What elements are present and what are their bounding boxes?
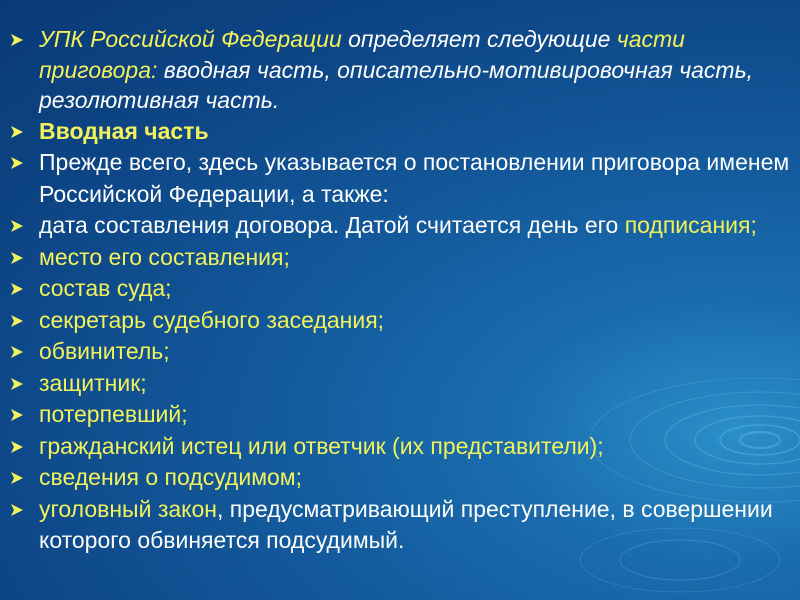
bullet-list xyxy=(0,24,790,557)
list-item-text: потерпевший; xyxy=(39,401,188,427)
arrow-bullet-icon xyxy=(10,282,24,296)
list-item-text: обвинитель; xyxy=(39,338,170,364)
arrow-bullet-icon xyxy=(10,33,24,47)
arrow-bullet-icon xyxy=(10,345,24,359)
list-item-text: вводная часть, описательно-мотивировочная часть, резолютивная часть. xyxy=(39,56,754,113)
list-item-text: дата составления договора. Датой считается день его xyxy=(39,212,625,238)
list-item-text: защитник; xyxy=(39,369,147,396)
arrow-bullet-icon xyxy=(10,314,24,328)
list-item xyxy=(0,431,790,463)
list-item-text: УПК Российской Федерации xyxy=(39,26,342,52)
list-item xyxy=(0,399,790,431)
list-item xyxy=(0,494,790,557)
list-item-text: уголовный закон xyxy=(39,495,217,522)
list-item xyxy=(0,24,790,116)
list-item xyxy=(0,462,790,494)
list-item xyxy=(0,336,790,368)
arrow-bullet-icon xyxy=(10,408,24,422)
arrow-bullet-icon xyxy=(10,156,24,170)
list-item-text: Вводная часть xyxy=(39,117,209,144)
arrow-bullet-icon xyxy=(10,440,24,454)
list-item xyxy=(0,147,790,210)
list-item-text: гражданский истец или ответчик (их представители); xyxy=(39,432,604,459)
list-item-text: секретарь судебного заседания; xyxy=(39,306,385,333)
list-item-text: определяет следующие xyxy=(341,26,617,52)
arrow-bullet-icon xyxy=(10,471,24,485)
list-item xyxy=(0,242,790,274)
list-item-text: подписания; xyxy=(624,212,757,238)
list-item xyxy=(0,305,790,337)
list-item-text: сведения о подсудимом; xyxy=(39,464,303,490)
arrow-bullet-icon xyxy=(10,251,24,265)
arrow-bullet-icon xyxy=(10,377,24,391)
list-item-text: место его составления; xyxy=(39,243,290,270)
list-item-text: , предусматривающий преступление, в совершении которого обвиняется подсудимый. xyxy=(39,495,773,553)
list-item-text: Прежде всего, здесь указывается о постановлении приговора именем Российской Федерации, а также: xyxy=(39,149,790,207)
list-item xyxy=(0,368,790,400)
list-item-text: состав суда; xyxy=(39,275,172,301)
list-item xyxy=(0,273,790,305)
list-item xyxy=(0,210,790,242)
arrow-bullet-icon xyxy=(10,219,24,233)
arrow-bullet-icon xyxy=(10,503,24,517)
list-item xyxy=(0,116,790,148)
arrow-bullet-icon xyxy=(10,125,24,139)
list-item-text: части приговора: xyxy=(39,26,685,83)
